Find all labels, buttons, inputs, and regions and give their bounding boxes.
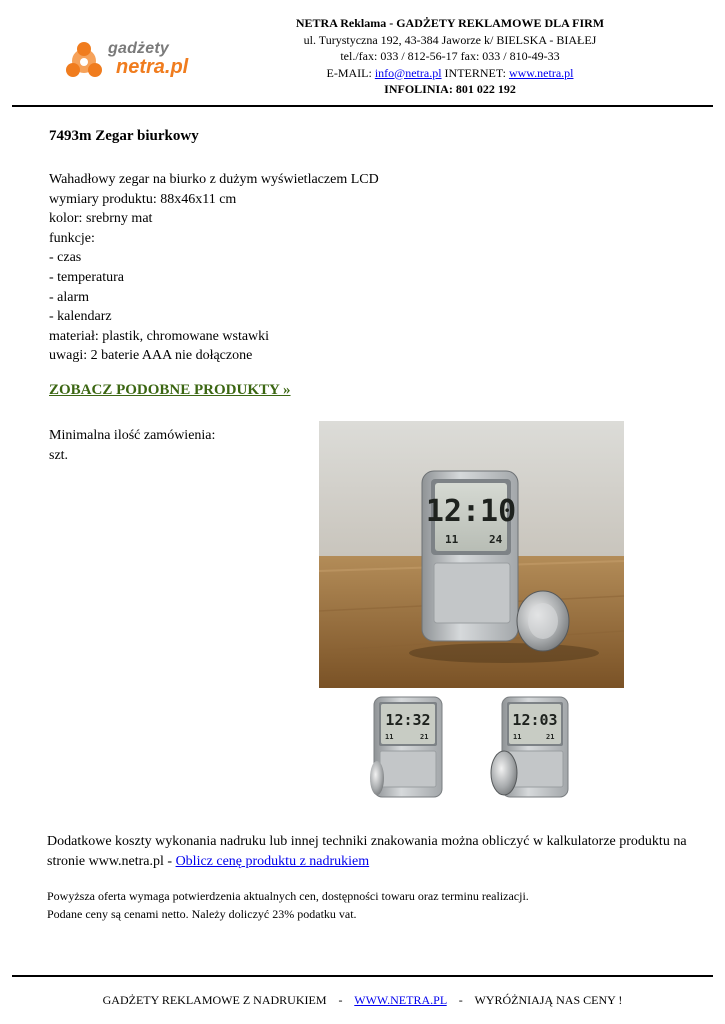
lcd-time-main: 12:10 [425, 494, 517, 529]
internet-label: INTERNET: [441, 65, 509, 80]
lcd-time-small-2: 12:03 [512, 711, 558, 729]
company-contact-line [230, 65, 670, 82]
company-header [230, 15, 670, 98]
logo-text-gadzety: gadżety [108, 40, 169, 57]
description-line: uwagi: 2 baterie AAA nie dołączone [49, 348, 253, 364]
description-line: - czas [49, 250, 82, 266]
lcd-temp-small-2: 21 [546, 733, 555, 741]
product-photo-small-front [368, 693, 448, 801]
email-label: E-MAIL: [326, 65, 375, 80]
lcd-temp-main: 24 [489, 533, 503, 546]
similar-products-link[interactable]: ZOBACZ PODOBNE PRODUKTY » [49, 382, 291, 398]
price-calculator-link[interactable]: Oblicz cenę produktu z nadrukiem [175, 854, 370, 869]
page-footer [0, 993, 725, 1008]
description-line: materiał: plastik, chromowane wstawki [49, 328, 270, 344]
description-line: Wahadłowy zegar na biurko z dużym wyświetlaczem LCD [49, 172, 379, 187]
description-line: wymiary produktu: 88x46x11 cm [49, 191, 237, 207]
description-line: - temperatura [49, 269, 125, 285]
company-address: ul. Turystyczna 192, 43-384 Jaworze k/ BIELSKA - BIAŁEJ [303, 32, 597, 47]
min-order-label: Minimalna ilość zamówienia: [49, 428, 216, 443]
product-photo-main [319, 421, 624, 688]
description-line: - kalendarz [49, 309, 112, 325]
lcd-date-main: 11 [445, 533, 459, 546]
header-divider [12, 105, 713, 107]
company-logo [63, 40, 203, 82]
footer-website-link[interactable]: WWW.NETRA.PL [354, 993, 447, 1007]
lcd-time-small-1: 12:32 [385, 711, 431, 729]
product-title: 7493m Zegar biurkowy [49, 128, 199, 144]
logo-text-netra: netra.pl [116, 56, 189, 78]
email-link[interactable]: info@netra.pl [374, 65, 442, 80]
print-costs-text: Dodatkowe koszty wykonania nadruku lub innej techniki znakowania można obliczyć w kalkulatorze produktu na stronie www.netra.pl - [47, 834, 687, 869]
netra-logo-icon [63, 40, 105, 82]
company-infoline: INFOLINIA: 801 022 192 [384, 82, 516, 96]
company-phone: tel./fax: 033 / 812-56-17 fax: 033 / 810-49-33 [340, 49, 560, 63]
footer-right-text: - WYRÓŻNIAJĄ NAS CENY ! [446, 993, 623, 1007]
description-line: funkcje: [49, 230, 95, 246]
product-photo-small-angle [488, 693, 573, 801]
offer-note-vat: Podane ceny są cenami netto. Należy doliczyć 23% podatku vat. [47, 907, 357, 921]
min-order [49, 426, 215, 465]
company-name: NETRA Reklama - GADŻETY REKLAMOWE DLA FIRM [295, 16, 605, 30]
footer-divider [12, 975, 713, 977]
lcd-date-small-1: 11 [385, 733, 394, 741]
offer-note-confirmation: Powyższa oferta wymaga potwierdzenia aktualnych cen, dostępności towaru oraz terminu realizacji. [47, 889, 529, 903]
min-order-unit: szt. [49, 447, 69, 463]
product-description [49, 170, 379, 366]
description-line: - alarm [49, 289, 90, 305]
website-link[interactable]: www.netra.pl [508, 65, 574, 80]
lcd-date-small-2: 11 [513, 733, 522, 741]
print-costs-info [47, 832, 707, 872]
description-line: kolor: srebrny mat [49, 211, 153, 227]
lcd-temp-small-1: 21 [420, 733, 429, 741]
offer-notes [47, 887, 529, 923]
footer-left-text: GADŻETY REKLAMOWE Z NADRUKIEM - [102, 993, 355, 1007]
